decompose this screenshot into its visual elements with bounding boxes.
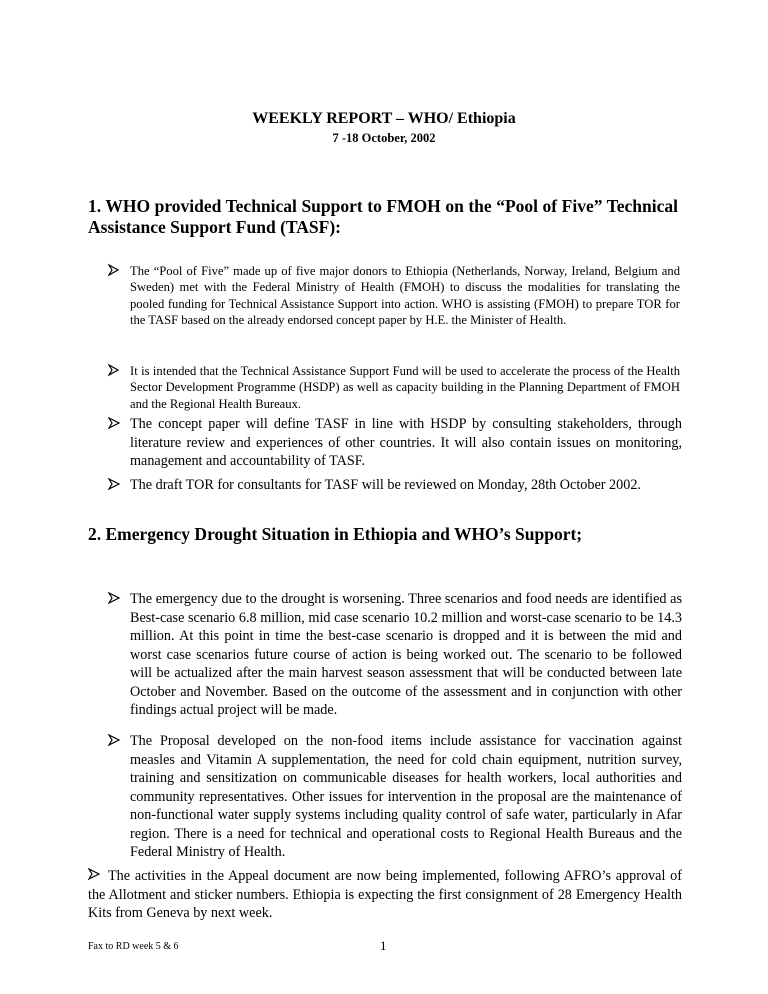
list-item — [108, 263, 680, 328]
list-item-text: The emergency due to the drought is worsening. Three scenarios and food needs are identified as Best-case scenario 6.8 million, mid case scenario 10.2 million and worst-case scenario to be 14.3 million. At this point in time the best-case scenario is dropped and it is between the mid and worst case scenarios future course of action is being worked out. The scenario to be followed will be actualized after the main harvest season assessment that will be conducted between late October and November. Based on the outcome of the assessment and in conjunction with other findings actual project will be made. — [130, 591, 682, 718]
page-number: 1 — [380, 938, 387, 953]
list-item-text: It is intended that the Technical Assistance Support Fund will be used to accelerate the process of the Health Sector Development Programme (HSDP) as well as capacity building in the Planning Department of FMOH and the Regional Health Bureaux. — [130, 364, 680, 411]
list-item-text: The activities in the Appeal document are now being implemented, following AFRO’s approval of the Allotment and sticker numbers. Ethiopia is expecting the first consignment of 28 Emergency Health Kits from Geneva by next week. — [88, 868, 682, 921]
list-item — [88, 866, 682, 923]
footer-note: Fax to RD week 5 & 6 — [88, 941, 179, 952]
section-1-heading: 1. WHO provided Technical Support to FMOH on the “Pool of Five” Technical Assistance Support Fund (TASF): — [88, 196, 678, 237]
report-title: WEEKLY REPORT – WHO/ Ethiopia — [252, 110, 516, 127]
arrow-bullet-icon — [108, 263, 122, 279]
list-item — [108, 732, 682, 862]
list-item — [108, 590, 682, 720]
list-item-text: The “Pool of Five” made up of five major donors to Ethiopia (Netherlands, Norway, Ireland, Belgium and Sweden) met with the Federal Ministry of Health (FMOH) to discuss the modalities for translating the pooled funding for Technical Assistance Support into action. WHO is assisting (FMOH) to prepare TOR for the TASF based on the already endorsed concept paper by H.E. the Minister of Health. — [130, 264, 680, 327]
list-item — [108, 415, 682, 471]
list-item-text: The draft TOR for consultants for TASF will be reviewed on Monday, 28th October 2002. — [130, 477, 641, 493]
arrow-bullet-icon — [108, 732, 122, 748]
report-date-range: 7 -18 October, 2002 — [332, 131, 436, 145]
list-item-text: The concept paper will define TASF in line with HSDP by consulting stakeholders, through literature review and experiences of other countries. It will also contain issues on monitoring, management and accountability of TASF. — [130, 416, 682, 469]
list-item — [108, 476, 682, 495]
arrow-bullet-icon — [108, 415, 122, 431]
section-2-heading: 2. Emergency Drought Situation in Ethiopia and WHO’s Support; — [88, 524, 583, 544]
list-item — [108, 363, 680, 412]
arrow-bullet-icon — [108, 363, 122, 379]
arrow-bullet-icon — [108, 590, 122, 606]
arrow-bullet-icon — [108, 476, 122, 492]
arrow-bullet-icon — [88, 866, 102, 882]
list-item-text: The Proposal developed on the non-food items include assistance for vaccination against measles and Vitamin A supplementation, the need for cold chain equipment, nutrition survey, training and sensitization on communicable diseases for health workers, local authorities and community representatives. Other issues for intervention in the proposal are the maintenance of non-functional water supply systems including quality control of safe water, particularly in Afar region. There is a need for technical and operational costs to Regional Health Bureaus and the Federal Ministry of Health. — [130, 733, 682, 860]
